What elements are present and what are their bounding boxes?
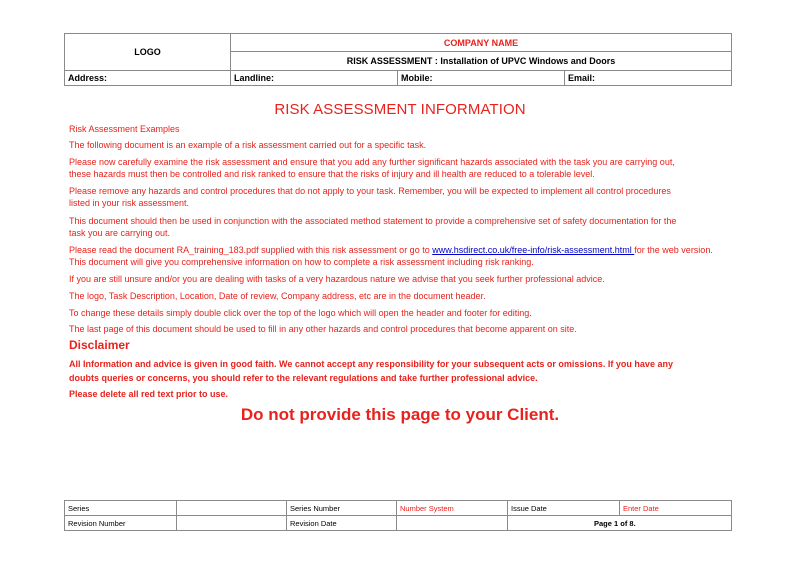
logo-placeholder: LOGO xyxy=(65,34,231,71)
footer-number-system: Number System xyxy=(397,501,508,516)
mobile-label: Mobile: xyxy=(398,71,565,86)
info-title: RISK ASSESSMENT INFORMATION xyxy=(274,101,526,118)
client-warning: Do not provide this page to your Client. xyxy=(240,405,560,424)
footer-revision-date-value xyxy=(397,516,508,531)
body-p5-line2: task you are carrying out. xyxy=(69,228,171,238)
footer-series-label: Series xyxy=(65,501,177,516)
risk-assessment-title: RISK ASSESSMENT : Installation of UPVC Windows and Doors xyxy=(231,52,732,71)
address-label: Address: xyxy=(65,71,231,86)
landline-label: Landline: xyxy=(231,71,398,86)
body-p1: Risk Assessment Examples xyxy=(69,124,180,134)
body-p2: The following document is an example of a risk assessment carried out for a specific task. xyxy=(69,140,427,150)
company-name: COMPANY NAME xyxy=(231,34,732,52)
body-p3-line2: these hazards must then be controlled and risk ranked to ensure that the risks of injury and ill health are reduced to a tolerable level. xyxy=(69,169,595,179)
disclaimer-line2: doubts queries or concerns, you should refer to the relevant regulations and take further professional advice. xyxy=(69,373,538,383)
document-footer xyxy=(64,500,732,531)
body-p6 xyxy=(69,244,733,268)
footer-enter-date: Enter Date xyxy=(620,501,732,516)
disclaimer-title: Disclaimer xyxy=(69,338,130,352)
body-p4 xyxy=(69,185,733,209)
body-p5 xyxy=(69,215,733,239)
body-p4-line1: Please remove any hazards and control procedures that do not apply to your task. Remember, you will be expected to implement all control procedures xyxy=(69,186,671,196)
body-p5-line1: This document should then be used in conjunction with the associated method statement to provide a comprehensive set of safety documentation for the xyxy=(69,216,677,226)
body-p3-line1: Please now carefully examine the risk assessment and ensure that you add any further significant hazards associated with the task you are carrying out, xyxy=(69,157,675,167)
disclaimer-line3: Please delete all red text prior to use. xyxy=(69,389,229,399)
email-label: Email: xyxy=(565,71,732,86)
body-p10: The last page of this document should be used to fill in any other hazards and control procedures that become apparent on site. xyxy=(69,324,577,334)
footer-page-number: Page 1 of 8. xyxy=(508,516,732,531)
body-p4-line2: listed in your risk assessment. xyxy=(69,198,190,208)
footer-revision-number-value xyxy=(177,516,287,531)
footer-revision-number-label: Revision Number xyxy=(65,516,177,531)
body-p9: To change these details simply double click over the top of the logo which will open the header and footer for editing. xyxy=(69,308,532,318)
body-p7: If you are still unsure and/or you are dealing with tasks of a very hazardous nature we advise that you seek further professional advice. xyxy=(69,274,605,284)
body-p6-post: for the web version. xyxy=(634,245,713,255)
footer-series-number-label: Series Number xyxy=(287,501,397,516)
body-p6-pre: Please read the document RA_training_183.pdf supplied with this risk assessment or go to xyxy=(69,245,433,255)
body-p8: The logo, Task Description, Location, Date of review, Company address, etc are in the document header. xyxy=(69,291,486,301)
document-header xyxy=(64,33,732,86)
risk-assessment-link[interactable]: www.hsdirect.co.uk/free-info/risk-assessment.html xyxy=(432,245,635,255)
footer-series-value xyxy=(177,501,287,516)
footer-revision-date-label: Revision Date xyxy=(287,516,397,531)
footer-issue-date-label: Issue Date xyxy=(508,501,620,516)
disclaimer-line1: All Information and advice is given in good faith. We cannot accept any responsibility for your subsequent acts or omissions. If you have any xyxy=(69,359,673,369)
body-p6-line2: This document will give you comprehensive information on how to complete a risk assessment including risk ranking. xyxy=(69,257,534,267)
body-p3 xyxy=(69,156,733,180)
body-p6-line1 xyxy=(69,244,733,256)
